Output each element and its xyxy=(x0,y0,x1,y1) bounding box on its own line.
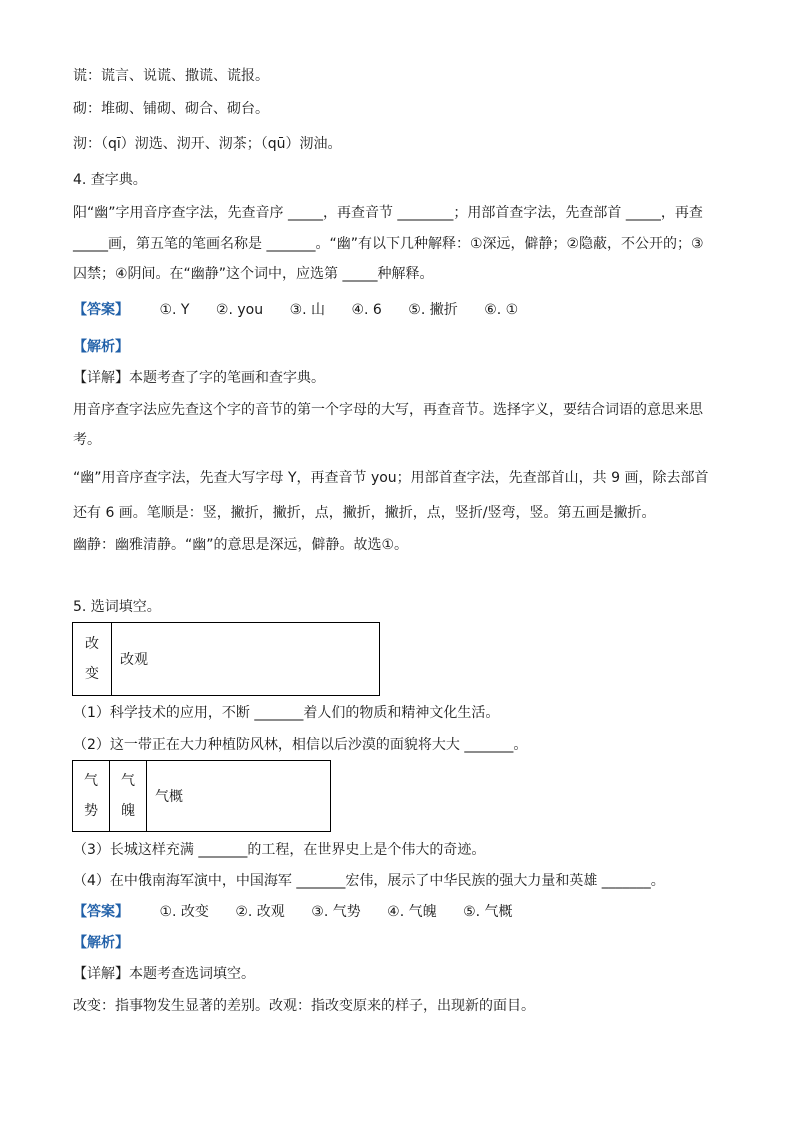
q5-word-table-1 xyxy=(72,622,380,696)
q5-title: 5. 选词填空。 xyxy=(73,599,161,615)
q4-body-line1: 阳“幽”字用音序查字法，先查音序 _____，再查音节 ________；用部首查字法，先查部首 _____，再查 xyxy=(73,205,703,221)
q4-body-line3: 囚禁；④阴间。在“幽静”这个词中，应选第 _____种解释。 xyxy=(73,266,434,282)
q5-answer-2: ②. 改观 xyxy=(235,904,285,920)
line-huang: 谎：谎言、说谎、撒谎、谎报。 xyxy=(73,68,269,84)
table2-char-qi-1: 气 xyxy=(84,773,98,789)
q5-answer-1: ①. 改变 xyxy=(159,904,209,920)
table2-char-po: 魄 xyxy=(121,803,135,819)
table2-cell-qishi xyxy=(73,761,110,832)
q4-paragraph1-a: 用音序查字法应先查这个字的音节的第一个字母的大写，再查音节。选择字义，要结合词语的意思来思 xyxy=(73,402,703,418)
q4-answer-row xyxy=(73,300,540,320)
answer-label: 【答案】 xyxy=(73,904,129,920)
line-qi-steep: 沏：（qī）沏选、沏开、沏茶；（qū）沏油。 xyxy=(73,136,342,152)
q5-answer-4: ④. 气魄 xyxy=(387,904,437,920)
table1-cell-gaibian xyxy=(73,623,112,696)
q4-detail: 【详解】本题考查了字的笔画和查字典。 xyxy=(73,370,325,386)
q5-sentence-4: （4）在中俄南海军演中，中国海军 _______宏伟，展示了中华民族的强大力量和英雄 _______。 xyxy=(73,873,665,889)
q4-paragraph3: 幽静：幽雅清静。“幽”的意思是深远，僻静。故选①。 xyxy=(73,537,409,553)
q4-answer-6: ⑥. ① xyxy=(484,302,519,318)
line-qi-masonry: 砌：堆砌、铺砌、砌合、砌台。 xyxy=(73,101,269,117)
q4-answer-2: ②. you xyxy=(215,302,264,318)
q5-word-table-2 xyxy=(72,760,331,832)
q5-answer-row xyxy=(73,902,535,922)
q5-sentence-3: （3）长城这样充满 _______的工程，在世界史上是个伟大的奇迹。 xyxy=(73,842,486,858)
q4-answer-4: ④. 6 xyxy=(351,302,382,318)
table2-char-qi-2: 气 xyxy=(121,773,135,789)
table1-char-bian: 变 xyxy=(85,666,99,682)
q4-answer-1: ①. Y xyxy=(159,302,190,318)
q5-sentence-1: （1）科学技术的应用，不断 _______着人们的物质和精神文化生活。 xyxy=(73,705,500,721)
q5-paragraph1: 改变：指事物发生显著的差别。改观：指改变原来的样子，出现新的面目。 xyxy=(73,998,535,1014)
answer-label: 【答案】 xyxy=(73,302,129,318)
q5-sentence-2: （2）这一带正在大力种植防风林，相信以后沙漠的面貌将大大 _______。 xyxy=(73,737,528,753)
q4-paragraph2-b: 还有 6 画。笔顺是：竖，撇折，撇折，点，撇折，撇折，点，竖折/竖弯，竖。第五画是撇折。 xyxy=(73,505,656,521)
q5-analysis-label: 【解析】 xyxy=(73,935,129,951)
q4-title: 4. 查字典。 xyxy=(73,172,147,188)
q4-answer-3: ③. 山 xyxy=(289,302,326,318)
table1-cell-gaiguan: 改观 xyxy=(112,623,380,696)
table2-cell-qipo xyxy=(110,761,147,832)
q5-answer-5: ⑤. 气概 xyxy=(463,904,513,920)
q4-body-line2: _____画，第五笔的笔画名称是 _______。“幽”有以下几种解释：①深远，僻静；②隐蔽，不公开的；③ xyxy=(73,236,704,252)
q5-detail: 【详解】本题考查选词填空。 xyxy=(73,966,255,982)
q4-answer-5: ⑤. 撇折 xyxy=(408,302,458,318)
q5-answer-3: ③. 气势 xyxy=(311,904,361,920)
table2-char-shi: 势 xyxy=(84,803,98,819)
q4-analysis-label: 【解析】 xyxy=(73,339,129,355)
table2-cell-qigai: 气概 xyxy=(147,761,331,832)
q4-paragraph2-a: “幽”用音序查字法，先查大写字母 Y，再查音节 you；用部首查字法，先查部首山，共 9 画，除去部首 xyxy=(73,470,709,486)
q4-paragraph1-b: 考。 xyxy=(73,432,101,448)
table1-char-gai: 改 xyxy=(85,636,99,652)
